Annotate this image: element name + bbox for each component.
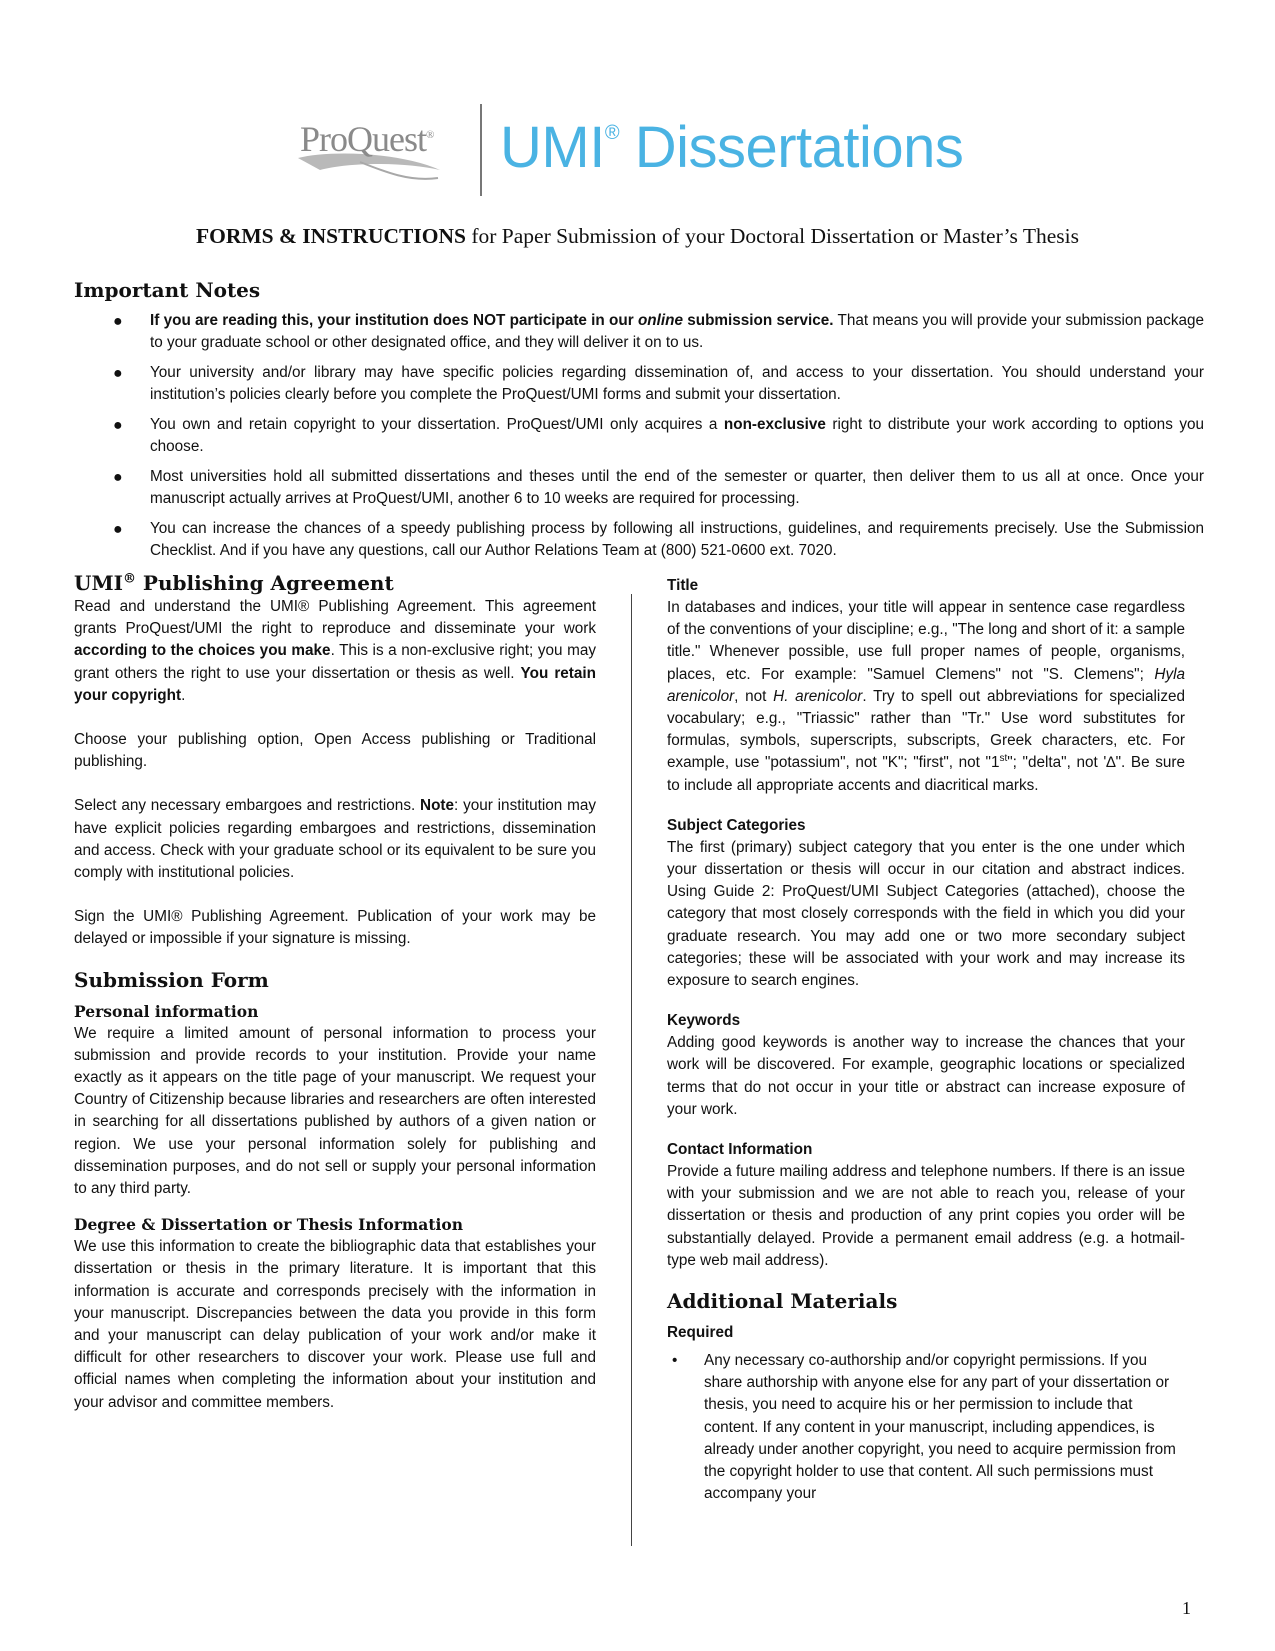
degree-info-text: We use this information to create the bibliographic data that establishes your dissertation or thesis in the primary literature. It is important that this information is accurate and corresponds precisely with the information in your manuscript. Discrepancies between the data you provide in this form and your manuscript can delay publication of your work and/or make it difficult for other researchers to discover your work. Please use full and official names when completing the information about your institution and your advisor and committee members. [74,1238,596,1411]
bullet-icon: ● [113,313,123,330]
important-notes-heading: Important Notes [74,278,261,302]
logo-divider [480,104,482,196]
list-item: ● Most universities hold all submitted dissertations and theses until the end of the semester or quarter, then deliver them to us all at once. Once your manuscript actually arrives at ProQuest/UMI, another 6 to 10 weeks are required for processing. [113,468,1204,507]
list-item: ● Your university and/or library may have specific policies regarding dissemination of, and access to your dissertation. You should understand your institution’s policies clearly before you complete the ProQuest/UMI forms and submit your dissertation. [113,364,1204,403]
proquest-umi-logo [290,100,1010,200]
contact-info-heading: Contact Information [667,1141,813,1159]
agreement-paragraph-3: Select any necessary embargoes and restrictions. Note: your institution may have explicit policies regarding embargoes and restrictions, dissemination and access. Check with your graduate school or its equivalent to be sure you comply with institutional policies. [74,797,596,882]
left-column [74,570,596,1414]
keywords-heading: Keywords [667,1012,741,1030]
list-item: ● If you are reading this, your institution does NOT participate in our online submission service. That means you will provide your submission package to your graduate school or other designated office, and they will deliver it on to us. [113,312,1204,351]
degree-info-heading: Degree & Dissertation or Thesis Information [74,1215,463,1235]
personal-info-text: We require a limited amount of personal information to process your submission and provide records to your institution. Provide your name exactly as it appears on the title page of your manuscript. We request your Country of Citizenship because libraries and researchers are often interested in searching for all dissertations published by authors of a given nation or region. We use your personal information solely for publishing and dissemination purposes, and do not sell or supply your personal information to any third party. [74,1024,596,1198]
document-title: FORMS & INSTRUCTIONS for Paper Submission of your Doctoral Dissertation or Master’s Thesis [195,224,1080,248]
personal-info-heading: Personal information [74,1001,259,1021]
subject-categories-text: The first (primary) subject category that you enter is the one under which your dissertation or thesis will occur in our citation and abstract indices. Using Guide 2: ProQuest/UMI Subject Categories (attached), choose the category that most closely corresponds with the field in which you did your graduate research. You may add one or two more secondary subject categories; these will be associated with your work and may increase its exposure to search engines. [667,838,1185,990]
publishing-agreement-heading: UMI® Publishing Agreement [74,571,394,595]
list-item: ● You own and retain copyright to your dissertation. ProQuest/UMI only acquires a non-exclusive right to distribute your work according to options you choose. [113,416,1204,455]
title-text: In databases and indices, your title will appear in sentence case regardless of the conventions of your discipline; e.g., "The long and short of it: a sample title." Whenever possible, use full proper names of people, organisms, places, etc. For example: "Samuel Clemens" not "S. Clemens"; Hyla arenicolor, not H. arenicolor. Try to spell out abbreviations for specialized vocabulary; e.g., "Triassic" rather than "Tr." Use word substitutes for formulas, symbols, superscripts, subscripts, Greek characters, etc. For example, use "potassium", not "K"; "first", not "1st"; "delta", not '∆". Be sure to include all appropriate accents and diacritical marks. [667,599,1185,794]
submission-form-heading: Submission Form [74,967,269,992]
bullet-icon: ● [113,521,123,538]
bullet-icon: • [672,1352,678,1370]
agreement-paragraph-2: Choose your publishing option, Open Access publishing or Traditional publishing. [74,731,596,771]
right-column [667,575,1185,1506]
additional-materials-heading: Additional Materials [667,1289,898,1314]
subject-categories-heading: Subject Categories [667,816,806,834]
list-item: • Any necessary co-authorship and/or copyright permissions. If you share authorship with anyone else for any part of your dissertation or thesis, you need to acquire his or her permission to include that content. If any content in your manuscript, including appendices, is already under another copyright, you need to acquire permission from the copyright holder to use that content. All such permissions must accompany your [672,1352,1176,1503]
required-heading: Required [667,1324,734,1342]
page-number: 1 [1182,1598,1191,1618]
bullet-icon: ● [113,469,123,486]
title-heading: Title [667,577,699,594]
list-item: ● You can increase the chances of a speedy publishing process by following all instructions, guidelines, and requirements precisely. Use the Submission Checklist. And if you have any questions, call our Author Relations Team at (800) 521-0600 ext. 7020. [113,520,1204,559]
column-divider [631,594,632,1546]
agreement-paragraph-4: Sign the UMI® Publishing Agreement. Publication of your work may be delayed or impossible if your signature is missing. [74,908,596,948]
bullet-icon: ● [113,365,123,382]
contact-info-text: Provide a future mailing address and telephone numbers. If there is an issue with your submission and we are not able to reach you, release of your dissertation or thesis and production of any print copies you order will be substantially delayed. Provide a permanent email address (e.g. a hotmail-type web mail address). [667,1163,1185,1269]
important-notes-list [74,310,1204,570]
proquest-wordmark: ProQuest® [300,119,434,159]
keywords-text: Adding good keywords is another way to increase the chances that your work will be discovered. For example, geographic locations or specialized terms that do not occur in your title or abstract can increase exposure of your work. [667,1034,1185,1118]
agreement-paragraph-1: Read and understand the UMI® Publishing Agreement. This agreement grants ProQuest/UMI the right to reproduce and disseminate your work according to the choices you make. This is a non-exclusive right; you may grant others the right to use your dissertation or thesis as well. You retain your copyright. [74,598,596,704]
required-list [667,1350,1185,1505]
umi-dissertations-wordmark: UMI® Dissertations [500,115,964,180]
bullet-icon: ● [113,417,123,434]
